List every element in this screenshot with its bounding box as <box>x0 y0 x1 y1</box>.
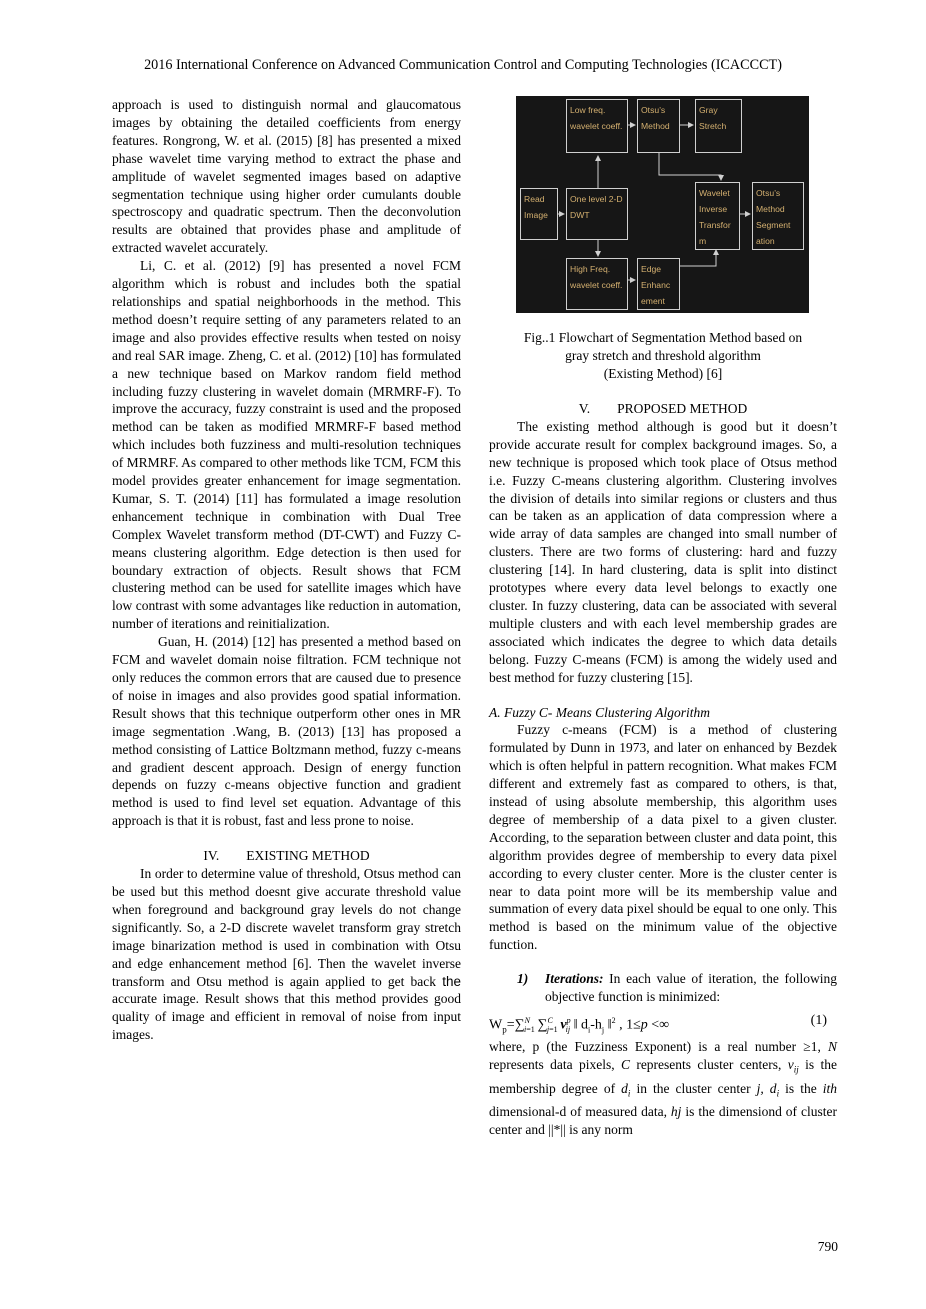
flow-box-otsu-method: Otsu’s Method <box>637 99 680 153</box>
definitions-symbol-hj: hj <box>670 1104 682 1120</box>
arrow-gray-to-inverse <box>659 153 721 180</box>
flow-box-high-freq-coeff: High Freq. wavelet coeff. <box>566 258 628 310</box>
paragraph-proposed-method: The existing method although is good but it doesn’t provide accurate result for complex background images. So, a new technique is proposed which took place of Otsus method i.e. Fuzzy C-means clustering algorithm. Clustering involves the division of details into similar regions or clusters and thus can be taken as an application of data compression where a wide array of data samples are changed into small number of clusters. There are two forms of clustering: hard and fuzzy clustering [14]. In hard clustering, data is split into distinct prototypes where every data level belongs to exactly one cluster. In fuzzy clustering, data can be associated with several multiple clusters and with each level membership grades are associated which indicates the degree to which data details belong. Fuzzy C-means (FCM) is among the widely used and best method for fuzzy clustering [15]. <box>489 418 837 685</box>
definitions-text-g: dimensional-d of measured data, <box>489 1104 671 1120</box>
left-column <box>112 96 461 1044</box>
flow-box-read-image: Read Image <box>520 188 558 240</box>
definitions-text-c: represents cluster centers, <box>629 1056 788 1072</box>
paragraph-existing-method-the: the <box>442 973 461 989</box>
definitions-text-h: is the dimensiond of cluster center and ||*|| is any norm <box>489 1104 837 1137</box>
arrow-edge-to-inverse <box>680 250 716 266</box>
equation-formula: $W_p=\sum^N_{i=1}$ ∑$^C_{j=1}$ $v^p_{ij}$ ‖ $d_i-h_j$ ‖$^2$ , 1≤p <∞ <box>489 1016 670 1035</box>
paragraph-existing-method-part1: In order to determine value of threshold, Otsus method can be used but this method doesnt give accurate threshold value when foreground and background gray levels do not change significantly. So, a 2-D discrete wavelet transform gray stretch image binarization method is used in combination with Otsu and edge enhancement method [6]. Then the wavelet inverse transform and Otsu method is again applied to get back <box>112 866 461 989</box>
section-heading-proposed-method-text: V. PROPOSED METHOD <box>578 401 748 416</box>
definitions-symbol-n: N <box>827 1039 837 1054</box>
definitions-text-b: represents data pixels, <box>489 1056 621 1072</box>
paragraph-existing-method <box>112 865 461 1044</box>
flow-box-gray-stretch: Gray Stretch <box>695 99 742 153</box>
flow-box-edge-enhancement: Edge Enhanc ement <box>637 258 680 310</box>
definitions-symbol-d: d <box>621 1080 628 1096</box>
definitions-text-f: is the <box>779 1080 823 1096</box>
definitions-symbol-v-sub: ij <box>793 1064 799 1075</box>
paragraph-fcm-description: Fuzzy c-means (FCM) is a method of clustering formulated by Dunn in 1973, and later on enhanced by Bezdek which is often helpful in pattern recognition. What makes FCM different and extremely fast as compared to others, is that, instead of using absolute membership, this algorithm uses degree of membership of a data pixel to a given cluster. According, to the separation between cluster and data point, this algorithm provides degree of membership to every data pixel according to every cluster center. More is the cluster center is near to data point more will be its membership value and summation of every data pixel should be equal to one only. This method is based on the minimum value of the objective function. <box>489 722 837 953</box>
definitions-symbol-c: C <box>620 1056 630 1072</box>
list-item-title: Iterations: <box>545 971 604 987</box>
figure-caption <box>489 329 837 383</box>
equation-number: (1) <box>810 1013 827 1028</box>
figure-caption-line1: Fig..1 Flowchart of Segmentation Method based on <box>523 330 803 345</box>
paragraph-equation-definitions <box>489 1038 837 1139</box>
equation-objective-function <box>489 1010 837 1036</box>
flow-box-wavelet-inverse: Wavelet Inverse Transfor m <box>695 182 740 250</box>
definitions-text-e: in the cluster center <box>630 1080 757 1096</box>
paragraph-existing-method-part2: accurate image. Result shows that this method provides good quality of image and efficient in removal of noise from input images. <box>112 991 461 1043</box>
section-heading-existing-method-text: IV. EXISTING METHOD <box>203 848 370 864</box>
right-column <box>489 400 837 1139</box>
paragraph-intro-continued: approach is used to distinguish normal and glaucomatous images by obtaining the detailed coefficients from energy features. Rongrong, W. et al. (2015) [8] has presented a mixed phase wavelet time varying method to extract the phase and amplitude of wavelet segmented images based on adaptive segmentation technique using higher order cumulants double spectroscopy and quadratic spectrum. Then the deconvolution results are obtained that provides phase and amplitude of extracted wavelet accurately. <box>112 97 461 256</box>
section-heading-existing-method <box>112 847 461 865</box>
paragraph-guan-wang: Guan, H. (2014) [12] has presented a method based on FCM and wavelet domain noise filtration. FCM technique not only reduces the common errors that are caused due to presence of noise in images and also provides good spatial information. Result shows that this technique outperform other ones in MR image segmentation .Wang, B. (2013) [13] has proposed a method consisting of Lattice Boltzmann method, fuzzy c-means and gradient descent approach. Design of energy function depends on fuzzy c-means objective function and gradient method is used to find level set equation. Advantage of this approach is that it is robust, fast and less prone to noise. <box>112 634 461 829</box>
definitions-text-a: where, p (the Fuzziness Exponent) is a real number ≥1, <box>489 1039 828 1054</box>
list-item-number: 1) <box>517 971 529 987</box>
flowchart-figure <box>516 96 809 313</box>
subsection-heading-fcm: A. Fuzzy C- Means Clustering Algorithm <box>489 704 710 720</box>
list-item-text: In each value of iteration, the following objective function is minimized: <box>545 971 837 1005</box>
page-number: 790 <box>817 1239 838 1254</box>
flow-box-otsu-segmentation: Otsu’s Method Segment ation <box>752 182 804 250</box>
figure-caption-line3: (Existing Method) [6] <box>603 366 723 381</box>
definitions-symbol-ith: ith <box>822 1080 838 1096</box>
list-item-iterations <box>489 970 837 1006</box>
figure-caption-line2: gray stretch and threshold algorithm <box>565 348 761 363</box>
definitions-symbol-d-sub: i <box>627 1088 631 1099</box>
paragraph-li-zheng-kumar: Li, C. et al. (2012) [9] has presented a novel FCM algorithm which is robust and includes both the spatial relationships and spatial neighborhoods in the method. This method doesn’t require setting of any parameters related to an image and also provides effective results when tested on noisy and real SAR image. Zheng, C. et al. (2012) [10] has formulated a new technique based on Markov random field method including fuzzy clustering in wavelet domain (MRMRF-F). To improve the accuracy, fuzzy constraint is used and the proposed method can be taken as modified MRMRF-F based method which includes both fuzziness and multi-resolution techniques of MRMRF. As compared to other methods like TCM, FCM this model provides greater enhancement for image segmentation. Kumar, S. T. (2014) [11] has formulated a image resolution enhancement technique in combination with Dual Tree Complex Wavelet transform method (DT-CWT) and Fuzzy C-means clustering algorithm. Edge detection is then used for boundary extraction of objects. Result shows that FCM clustering method can be used for satellite images which have low contrast with some advantages like reduction in automation, number of iterations and reinitialization. <box>112 258 461 632</box>
definitions-symbol-v: v <box>787 1056 794 1072</box>
definitions-symbol-j-sub: i <box>776 1088 780 1099</box>
flow-box-low-freq-coeff: Low freq. wavelet coeff. <box>566 99 628 153</box>
definitions-text-d: is the membership degree of <box>489 1056 837 1096</box>
section-heading-proposed-method <box>489 400 837 418</box>
flow-box-2d-dwt: One level 2-D DWT <box>566 188 628 240</box>
definitions-symbol-j: j, d <box>756 1080 777 1096</box>
running-header: 2016 International Conference on Advanced Communication Control and Computing Technologies (ICACCCT) <box>144 57 782 73</box>
